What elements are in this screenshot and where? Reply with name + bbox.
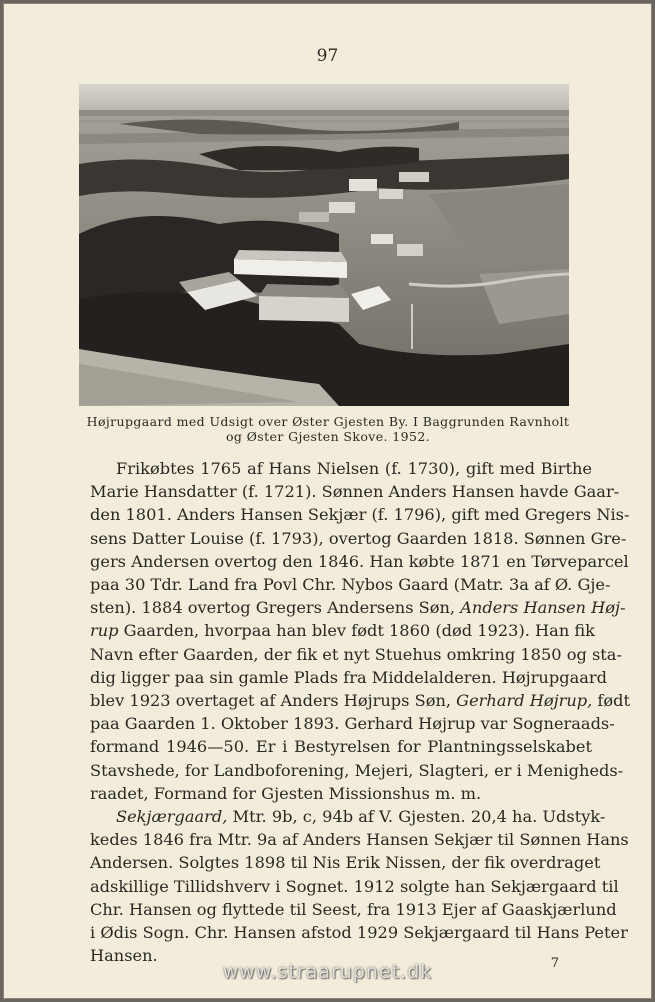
text-line: Frikøbtes 1765 af Hans Nielsen (f. 1730), gift med Birthe: [116, 459, 592, 478]
text-segment: sten). 1884 overtog Gregers Andersens Søn,: [90, 598, 461, 618]
text-line: Chr. Hansen og flyttede til Seest, fra 1913 Ejer af Gaaskjærlund: [90, 899, 617, 919]
text-line: paa 30 Tdr. Land fra Povl Chr. Nybos Gaard (Matr. 3a af Ø. Gje-: [90, 575, 611, 595]
book-page: [3, 3, 652, 999]
caption-line-2: og Øster Gjesten Skove. 1952.: [225, 429, 431, 444]
text-segment: Gaarden, hvorpaa han blev født 1860 (død 1923). Han fik: [118, 621, 595, 641]
sheet-number: 7: [550, 956, 559, 971]
aerial-farm-photo: [79, 84, 569, 406]
farm-name-italic: Sekjærgaard,: [116, 807, 228, 827]
owner-name-italic: rup: [90, 621, 119, 641]
watermark-link[interactable]: www.straarupnet.dk: [222, 961, 433, 983]
text-line: Hansen.: [90, 946, 158, 966]
text-line: i Ødis Sogn. Chr. Hansen afstod 1929 Sekjærgaard til Hans Peter: [90, 923, 628, 943]
text-line: Stavshede, for Landboforening, Mejeri, Slagteri, er i Menigheds-: [90, 760, 624, 780]
text-line: Andersen. Solgtes 1898 til Nis Erik Nissen, der fik overdraget: [90, 853, 601, 873]
text-line: sens Datter Louise (f. 1793), overtog Gaarden 1818. Sønnen Gre-: [90, 528, 627, 548]
text-line: [90, 619, 595, 642]
text-line: Navn efter Gaarden, der fik et nyt Stuehus omkring 1850 og sta-: [90, 644, 622, 664]
body-text: [90, 457, 631, 967]
page-number: 97: [316, 46, 339, 66]
owner-name-italic: Gerhard Højrup,: [456, 691, 593, 711]
paragraph-hojrupgaard: [90, 457, 631, 805]
text-line: kedes 1846 fra Mtr. 9a af Anders Hansen Sekjær til Sønnen Hans: [90, 830, 629, 850]
text-line: paa Gaarden 1. Oktober 1893. Gerhard Højrup var Sogneraads-: [90, 714, 615, 734]
text-line: gers Andersen overtog den 1846. Han købte 1871 en Tørveparcel: [90, 551, 629, 571]
paragraph-sekjaergaard: [90, 805, 629, 967]
text-line: [90, 596, 626, 619]
text-line: [90, 805, 606, 828]
text-line: den 1801. Anders Hansen Sekjær (f. 1796), gift med Gregers Nis-: [90, 505, 630, 525]
text-line: dig ligger paa sin gamle Plads fra Middelalderen. Højrupgaard: [90, 667, 607, 687]
figure-caption: [72, 414, 584, 444]
text-line: raadet, Formand for Gjesten Missionshus m. m.: [90, 783, 482, 803]
text-line: formand 1946—50. Er i Bestyrelsen for Plantningsselskabet: [90, 737, 592, 757]
text-line: Marie Hansdatter (f. 1721). Sønnen Anders Hansen havde Gaar-: [90, 482, 620, 502]
text-segment: født: [592, 691, 631, 711]
text-segment: Mtr. 9b, c, 94b af V. Gjesten. 20,4 ha. Udstyk-: [227, 807, 606, 827]
text-segment: blev 1923 overtaget af Anders Højrups Søn,: [90, 691, 457, 711]
text-line: adskillige Tillidshverv i Sognet. 1912 solgte han Sekjærgaard til: [90, 876, 619, 896]
text-line: [90, 689, 631, 712]
owner-name-italic: Anders Hansen Høj-: [460, 598, 626, 618]
caption-line-1: Højrupgaard med Udsigt over Øster Gjesten By. I Baggrunden Ravnholt: [86, 414, 570, 429]
